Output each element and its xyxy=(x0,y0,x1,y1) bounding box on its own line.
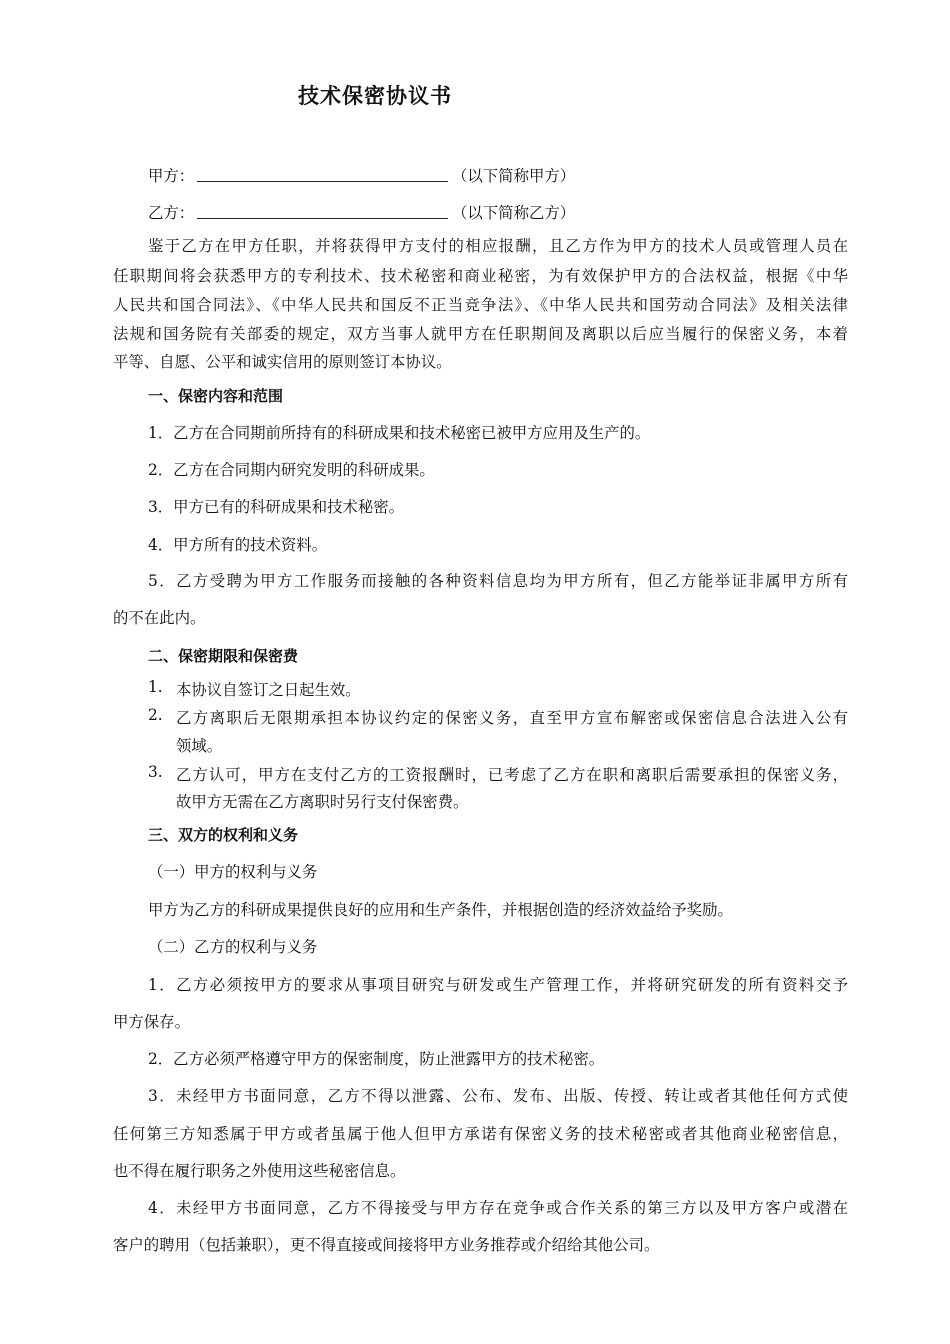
section-1-item-5-line-1: 5．乙方受聘为甲方工作服务而接触的各种资料信息均为甲方所有，但乙方能举证非属甲方所有 xyxy=(148,572,848,590)
preamble-line-3: 人民共和国合同法》、《中华人民共和国反不正当竞争法》、《中华人民共和国劳动合同法》及相关法律 xyxy=(113,296,848,314)
section-2-number-3: 3. xyxy=(148,763,163,781)
section-2-number-2: 2. xyxy=(148,706,163,724)
section-3-item-4-line-1: 4．未经甲方书面同意，乙方不得接受与甲方存在竞争或合作关系的第三方以及甲方客户或潜在 xyxy=(148,1199,848,1217)
section-1-item-4: 4．甲方所有的技术资料。 xyxy=(148,536,328,554)
party-a-name-blank[interactable] xyxy=(197,181,448,182)
party-a-note: （以下简称甲方） xyxy=(452,167,576,185)
section-3-sub-1-heading: （一）甲方的权利与义务 xyxy=(148,863,318,881)
party-b-label: 乙方： xyxy=(148,204,195,222)
party-a-label: 甲方： xyxy=(148,167,195,185)
section-1-item-3: 3．甲方已有的科研成果和技术秘密。 xyxy=(148,498,405,516)
section-3-heading: 三、双方的权利和义务 xyxy=(148,826,299,844)
section-1-heading: 一、保密内容和范围 xyxy=(148,387,284,405)
section-3-item-3-line-3: 也不得在履行职务之外使用这些秘密信息。 xyxy=(113,1162,406,1180)
section-2-number-1: 1. xyxy=(148,678,163,696)
document-title: 技术保密协议书 xyxy=(298,84,452,108)
preamble-line-4: 法规和国务院有关部委的规定，双方当事人就甲方在任职期间及离职以后应当履行的保密义务，本着 xyxy=(113,325,848,343)
section-3-item-3-line-1: 3．未经甲方书面同意，乙方不得以泄露、公布、发布、出版、传授、转让或者其他任何方式使 xyxy=(148,1087,848,1105)
section-2-item-2-line-1: 乙方离职后无限期承担本协议约定的保密义务，直至甲方宣布解密或保密信息合法进入公有 xyxy=(176,709,848,727)
party-b-note: （以下简称乙方） xyxy=(452,204,576,222)
section-2-item-3-line-2: 故甲方无需在乙方离职时另行支付保密费。 xyxy=(176,793,469,811)
section-3-sub-2-heading: （二）乙方的权利与义务 xyxy=(148,938,318,956)
preamble-line-5: 平等、自愿、公平和诚实信用的原则签订本协议。 xyxy=(113,353,452,371)
preamble-line-2: 任职期间将会获悉甲方的专利技术、技术秘密和商业秘密，为有效保护甲方的合法权益，根据《中华 xyxy=(113,267,848,285)
section-2-item-2-line-2: 领域。 xyxy=(176,737,223,755)
section-3-item-1-line-1: 1．乙方必须按甲方的要求从事项目研究与研发或生产管理工作，并将研究研发的所有资料交予 xyxy=(148,976,848,994)
section-3-item-2: 2．乙方必须严格遵守甲方的保密制度，防止泄露甲方的技术秘密。 xyxy=(148,1050,605,1068)
section-1-item-1: 1．乙方在合同期前所持有的科研成果和技术秘密已被甲方应用及生产的。 xyxy=(148,424,651,442)
section-3-item-1-line-2: 甲方保存。 xyxy=(113,1013,190,1031)
section-3-item-4-line-2: 客户的聘用（包括兼职），更不得直接或间接将甲方业务推荐或介绍给其他公司。 xyxy=(113,1236,660,1254)
section-2-item-1: 本协议自签订之日起生效。 xyxy=(176,681,361,699)
preamble-line-1: 鉴于乙方在甲方任职，并将获得甲方支付的相应报酬，且乙方作为甲方的技术人员或管理人员在 xyxy=(148,237,848,255)
section-3-item-3-line-2: 任何第三方知悉属于甲方或者虽属于他人但甲方承诺有保密义务的技术秘密或者其他商业秘密信息， xyxy=(113,1125,848,1143)
section-2-heading: 二、保密期限和保密费 xyxy=(148,647,299,665)
section-1-item-2: 2．乙方在合同期内研究发明的科研成果。 xyxy=(148,461,435,479)
section-2-item-3-line-1: 乙方认可，甲方在支付乙方的工资报酬时，已考虑了乙方在职和离职后需要承担的保密义务， xyxy=(176,766,848,784)
section-3-sub-1-text: 甲方为乙方的科研成果提供良好的应用和生产条件，并根据创造的经济效益给予奖励。 xyxy=(148,901,733,919)
section-1-item-5-line-2: 的不在此内。 xyxy=(113,609,206,627)
party-b-name-blank[interactable] xyxy=(197,218,448,219)
